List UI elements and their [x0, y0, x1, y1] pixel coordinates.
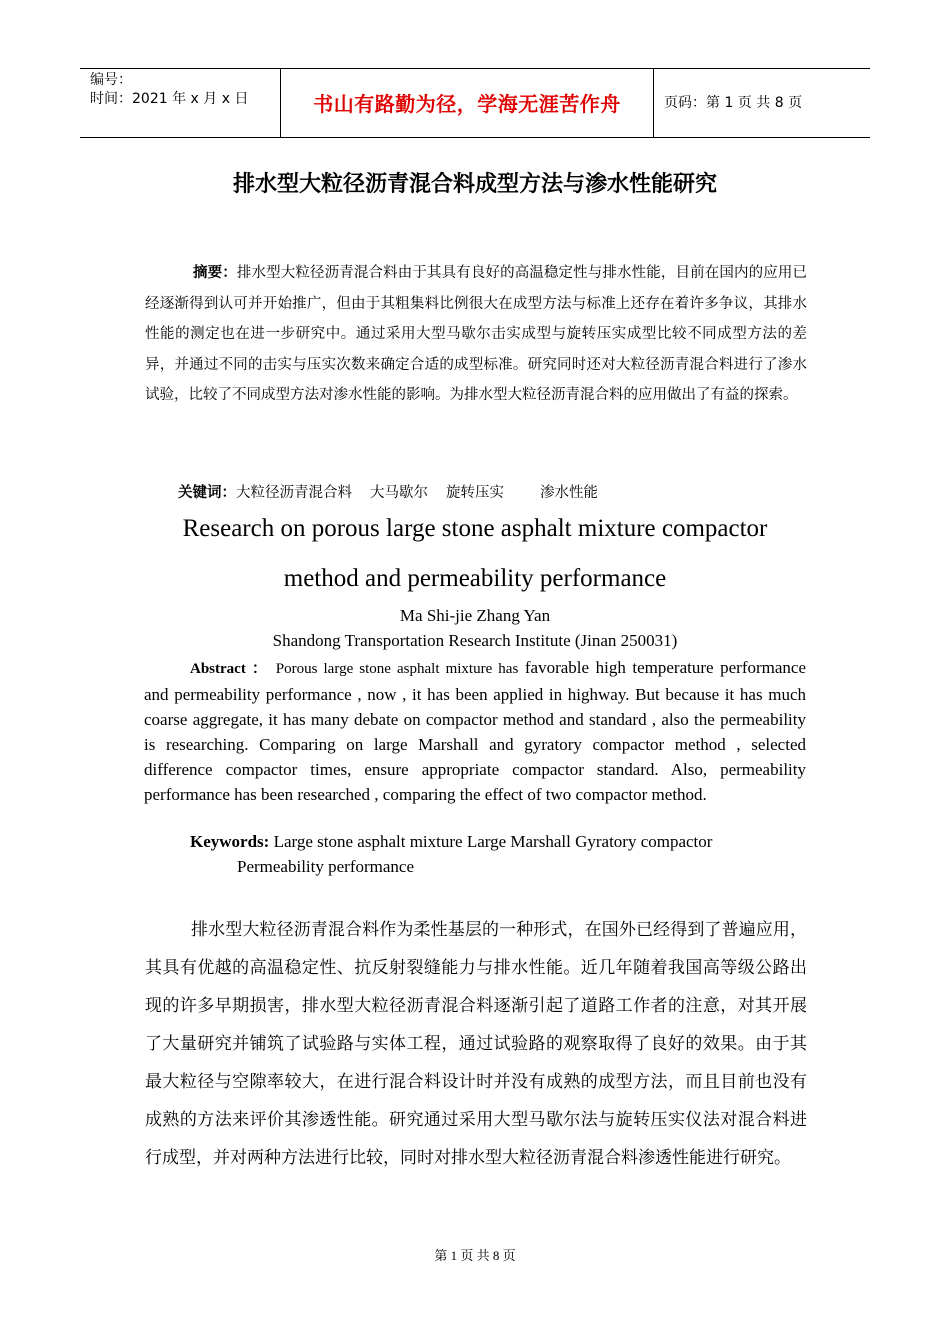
institution: Shandong Transportation Research Institute (Jinan 250031): [272, 631, 678, 650]
keywords-cn: [178, 481, 598, 505]
keywords-en-label: Keywords:: [190, 832, 270, 851]
english-title-line1: Research on porous large stone asphalt mixture compactor: [182, 515, 768, 542]
page-footer: 第 1 页 共 8 页: [434, 1248, 516, 1263]
abstract-en-text: favorable high temperature performance and permeability performance , now , it has been applied in highway. But because it has much coarse aggregate, it has many debate on compactor method and standard , also the permeability is researching. Comparing on large Marshall and gyratory compactor method , selected difference compactor times, ensure appropriate compactor standard. Also, permeability performance has been researched , comparing the effect of two compactor method.: [144, 658, 807, 804]
keyword-cn-item: 大粒径沥青混合料: [236, 485, 352, 501]
abstract-cn-label: 摘要：: [193, 265, 237, 281]
keywords-en-line1: Large stone asphalt mixture Large Marshall Gyratory compactor: [269, 832, 713, 851]
abstract-en: [144, 655, 806, 807]
motto: 书山有路勤为径，学海无涯苦作舟: [313, 92, 621, 116]
body-paragraph-text: 排水型大粒径沥青混合料作为柔性基层的一种形式，在国外已经得到了普遍应用，其具有优越的高温稳定性、抗反射裂缝能力与排水性能。近几年随着我国高等级公路出现的许多早期损害，排水型大粒径沥青混合料逐渐引起了道路工作者的注意，对其开展了大量研究并铺筑了试验路与实体工程，通过试验路的观察取得了良好的效果。由于其最大粒径与空隙率较大，在进行混合料设计时并没有成熟的成型方法，而且目前也没有成熟的方法来评价其渗透性能。研究通过采用大型马歇尔法与旋转压实仪法对混合料进行成型，并对两种方法进行比较，同时对排水型大粒径沥青混合料渗透性能进行研究。: [145, 920, 807, 1167]
abstract-cn-text: 排水型大粒径沥青混合料由于其具有良好的高温稳定性与排水性能，目前在国内的应用已经逐渐得到认可并开始推广，但由于其粗集料比例很大在成型方法与标准上还存在着许多争议，其排水性能的测定也在进一步研究中。通过采用大型马歇尔击实成型与旋转压实成型比较不同成型方法的差异，并通过不同的击实与压实次数来确定合适的成型标准。研究同时还对大粒径沥青混合料进行了渗水试验，比较了不同成型方法对渗水性能的影响。为排水型大粒径沥青混合料的应用做出了有益的探索。: [145, 265, 808, 403]
keyword-cn-item: 渗水性能: [540, 485, 598, 501]
page-title: 排水型大粒径沥青混合料成型方法与渗水性能研究: [232, 172, 717, 197]
header-table: [80, 68, 870, 138]
header-motto-cell: [281, 69, 654, 137]
time-label: 时间：2021 年 x 月 x 日: [90, 91, 249, 107]
body-paragraph: [145, 911, 807, 1177]
keywords-en-line2: Permeability performance: [237, 857, 415, 876]
authors: Ma Shi-jie Zhang Yan: [399, 606, 551, 625]
doc-number-label: 编号：: [90, 72, 132, 88]
abstract-cn: [145, 258, 807, 411]
keyword-cn-item: 大马歇尔: [370, 485, 428, 501]
abstract-en-label: Abstract ：: [190, 661, 270, 677]
page-info: 页码：第 1 页 共 8 页: [664, 95, 803, 111]
keyword-cn-item: 旋转压实: [446, 485, 504, 501]
keywords-cn-label: 关键词：: [178, 485, 236, 501]
english-title-line2: method and permeability performance: [283, 565, 667, 592]
header-info-cell: [80, 69, 281, 137]
header-page-cell: [654, 69, 870, 137]
keywords-en: [190, 829, 712, 854]
abstract-en-first-words: Porous large stone asphalt mixture has: [275, 661, 519, 677]
